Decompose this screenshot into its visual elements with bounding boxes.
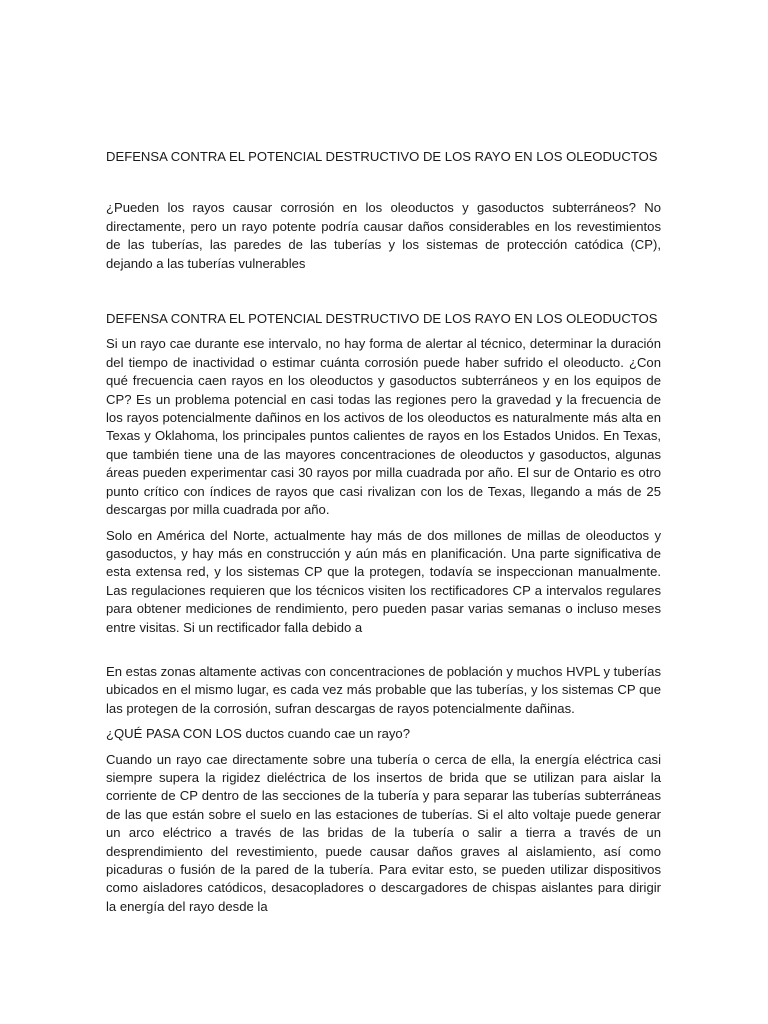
section-heading: DEFENSA CONTRA EL POTENCIAL DESTRUCTIVO DE LOS RAYO EN LOS OLEODUCTOS xyxy=(106,149,658,164)
paragraph: ¿Pueden los rayos causar corrosión en los oleoductos y gasoductos subterráneos? No directamente, pero un rayo potente podría causar daños considerables en los revestimientos de las tuberías, las paredes de las tuberías y los sistemas de protección catódica (CP), dejando a las tuberías vulnerables xyxy=(106,200,661,271)
paragraph: En estas zonas altamente activas con concentraciones de población y muchos HVPL y tuberías ubicados en el mismo lugar, es cada vez más probable que las tuberías, y los sistemas CP que las protegen de la corrosión, sufran descargas de rayos potencialmente dañinas. xyxy=(106,663,661,716)
section-heading: DEFENSA CONTRA EL POTENCIAL DESTRUCTIVO DE LOS RAYO EN LOS OLEODUCTOS xyxy=(106,311,658,327)
paragraph: Si un rayo cae durante ese intervalo, no hay forma de alertar al técnico, determinar la duración del tiempo de inactividad o estimar cuánta corrosión puede haber sufrido el oleoducto. ¿Con qué frecuencia caen rayos en los oleoductos y gasoductos subterráneos y en los equipos de CP? Es un problema potencial en casi todas las regiones pero la gravedad y la frecuencia de los rayos potencialmente dañinos en los activos de los oleoductos es naturalmente más alta en Texas y Oklahoma, los principales puntos calientes de rayos en los Estados Unidos. En Texas, que también tiene una de las mayores concentraciones de oleoductos y gasoductos, algunas áreas pueden experimentar casi 30 rayos por milla cuadrada por año. El sur de Ontario es otro punto crítico con índices de rayos que casi rivalizan con los de Texas, llegando a más de 25 descargas por milla cuadrada por año. xyxy=(106,336,661,518)
paragraph: Cuando un rayo cae directamente sobre una tubería o cerca de ella, la energía eléctrica casi siempre supera la rigidez dieléctrica de los insertos de brida que se utilizan para aislar la corriente de CP dentro de las secciones de la tubería y para separar las tuberías subterráneas de las que están sobre el suelo en las estaciones de tuberías. Si el alto voltaje puede generar un arco eléctrico a través de las bridas de la tubería o salir a tierra a través de un desprendimiento del revestimiento, puede causar daños graves al aislamiento, así como picaduras o fusión de la pared de la tubería. Para evitar esto, se pueden utilizar dispositivos como aisladores catódicos, desacopladores o descargadores de chispas aislantes para dirigir la energía del rayo desde la xyxy=(106,751,661,914)
document-body xyxy=(106,148,661,916)
paragraph: Solo en América del Norte, actualmente hay más de dos millones de millas de oleoductos y gasoductos, y hay más en construcción y aún más en planificación. Una parte significativa de esta extensa red, y los sistemas CP que la protegen, todavía se inspeccionan manualmente. Las regulaciones requieren que los técnicos visiten los rectificadores CP a intervalos regulares para obtener mediciones de rendimiento, pero pueden pasar varias semanas o incluso meses entre visitas. Si un rectificador falla debido a xyxy=(106,527,661,635)
section-heading: ¿QUÉ PASA CON LOS ductos cuando cae un rayo? xyxy=(106,726,410,742)
